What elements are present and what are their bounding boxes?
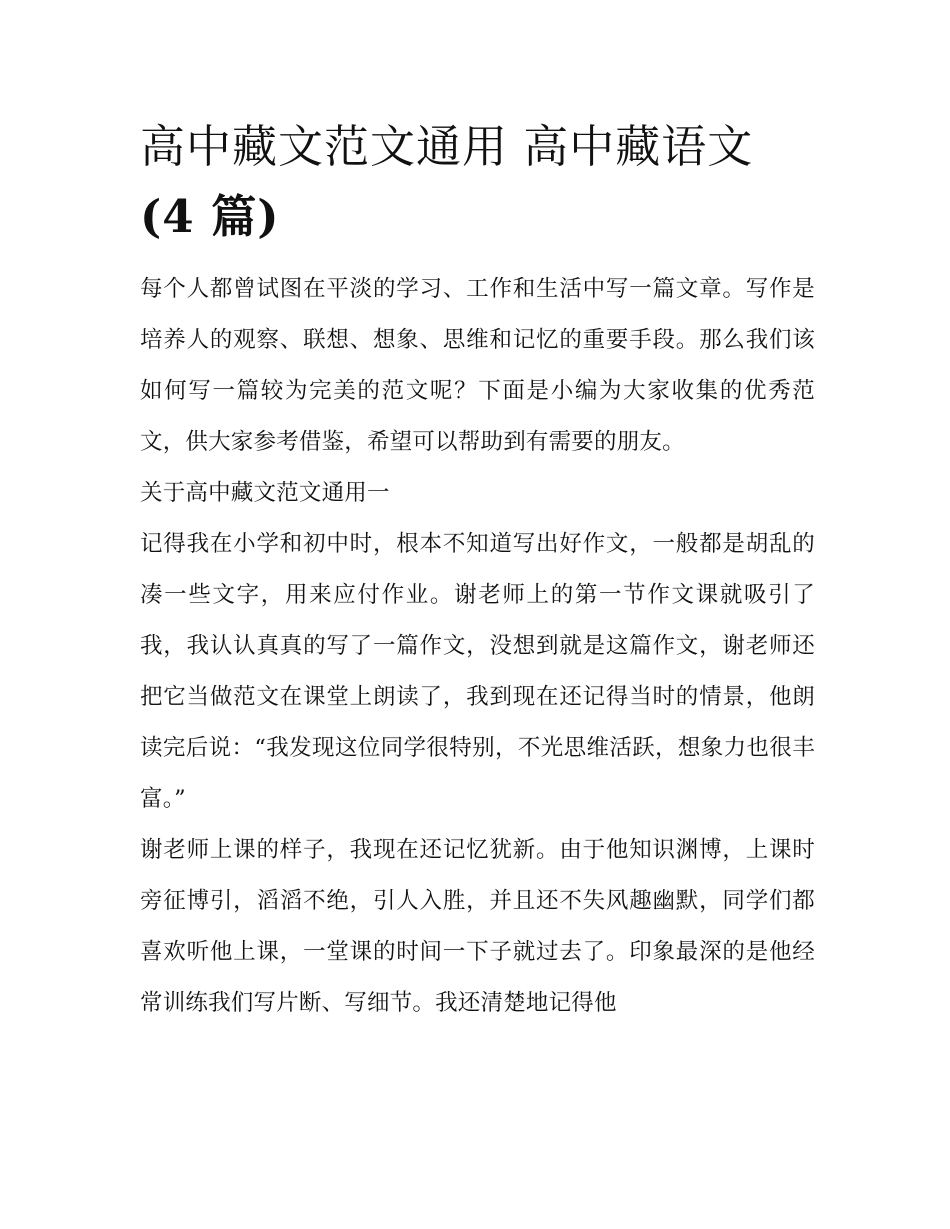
body-paragraph: 谢老师上课的样子，我现在还记忆犹新。由于他知识渊博，上课时旁征博引，滔滔不绝，引人入胜，并且还不失风趣幽默，同学们都喜欢听他上课，一堂课的时间一下子就过去了。印象最深的是他经常训练我们写片断、写细节。我还清楚地记得他 <box>140 837 815 1016</box>
document-body <box>140 264 815 1029</box>
document-content <box>140 112 815 1029</box>
section-heading: 关于高中藏文范文通用一 <box>140 480 390 506</box>
title-line-1: 高中藏文范文通用 高中藏语文 <box>140 120 754 173</box>
document-title <box>140 112 815 252</box>
intro-paragraph: 每个人都曾试图在平淡的学习、工作和生活中写一篇文章。写作是培养人的观察、联想、想象、思维和记忆的重要手段。那么我们该如何写一篇较为完美的范文呢？下面是小编为大家收集的优秀范文，供大家参考借鉴，希望可以帮助到有需要的朋友。 <box>140 276 815 455</box>
body-paragraph: 记得我在小学和初中时，根本不知道写出好作文，一般都是胡乱的凑一些文字，用来应付作业。谢老师上的第一节作文课就吸引了我，我认认真真的写了一篇作文，没想到就是这篇作文，谢老师还把它当做范文在课堂上朗读了，我到现在还记得当时的情景，他朗读完后说：“我发现这位同学很特别，不光思维活跃，想象力也很丰富。” <box>140 531 815 812</box>
title-line-2: (4 篇) <box>140 190 280 243</box>
